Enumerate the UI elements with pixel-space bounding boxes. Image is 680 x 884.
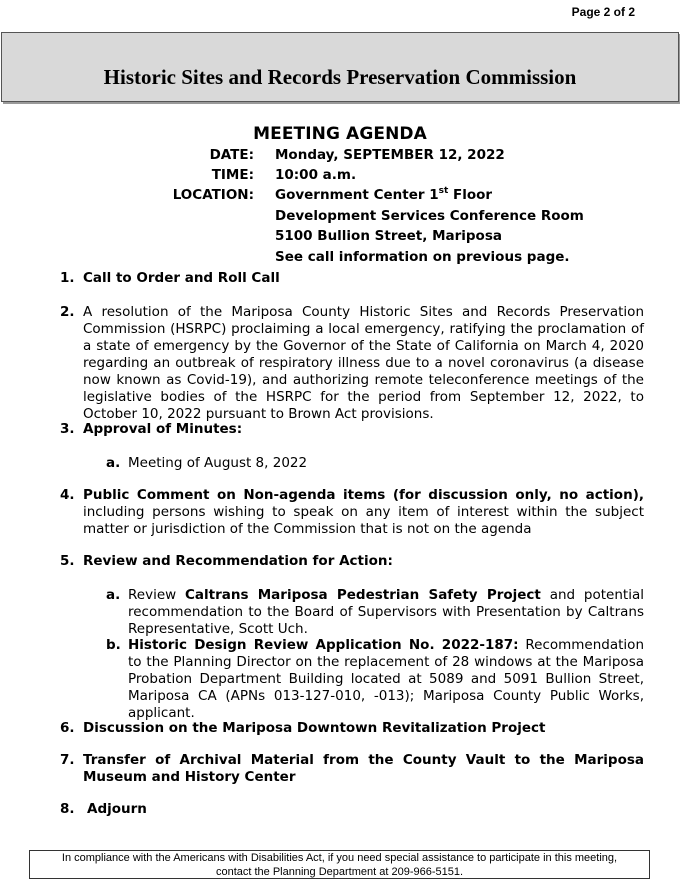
- item-title: Call to Order and Roll Call: [83, 270, 280, 286]
- item-title: Adjourn: [87, 801, 147, 817]
- agenda-item-8: [60, 801, 644, 818]
- time-row: [0, 167, 680, 187]
- agenda-subitem-3a: [106, 455, 644, 472]
- item-number: 8.: [60, 801, 75, 817]
- agenda-item-5: [60, 553, 644, 570]
- project-name: Caltrans Mariposa Pedestrian Safety Project: [185, 587, 541, 603]
- subitem-body: Review Caltrans Mariposa Pedestrian Safety Project and potential recommendation to the Board of Supervisors with Presentation by Caltrans Representative, Scott Uch.: [128, 587, 644, 637]
- time-value: 10:00 a.m.: [275, 167, 357, 183]
- title-banner: [1, 32, 679, 102]
- agenda-heading: MEETING AGENDA: [253, 124, 427, 144]
- subitem-letter: a.: [106, 587, 121, 603]
- page-number: Page 2 of 2: [571, 5, 635, 19]
- item-number: 3.: [60, 421, 75, 437]
- item-title: Transfer of Archival Material from the County Vault to the Mariposa Museum and History Center: [83, 752, 644, 785]
- location-line-2: Development Services Conference Room: [275, 208, 584, 224]
- item-title: Approval of Minutes:: [83, 421, 243, 437]
- page-title: Historic Sites and Records Preservation Commission: [103, 65, 577, 89]
- agenda-item-6: [60, 720, 644, 737]
- item-number: 5.: [60, 553, 75, 569]
- item-body: [83, 487, 644, 538]
- agenda-subitem-5a: [106, 587, 644, 638]
- ada-notice: [29, 850, 650, 879]
- ada-notice-line-2: contact the Planning Department at 209-966-5151.: [215, 865, 464, 878]
- agenda-subitem-5b: [106, 637, 644, 722]
- agenda-item-4: [60, 487, 644, 538]
- item-number: 1.: [60, 270, 75, 286]
- location-row-2: [0, 208, 680, 228]
- location-row-4: [0, 249, 680, 269]
- subitem-letter: b.: [106, 637, 121, 653]
- agenda-item-7: [60, 752, 644, 786]
- date-value: Monday, SEPTEMBER 12, 2022: [275, 147, 505, 163]
- item-number: 4.: [60, 487, 75, 503]
- location-line-3: 5100 Bullion Street, Mariposa: [275, 228, 502, 244]
- location-line-1: Government Center 1st Floor: [275, 185, 493, 203]
- item-number: 2.: [60, 304, 75, 320]
- subitem-letter: a.: [106, 455, 121, 471]
- item-title: Discussion on the Mariposa Downtown Revitalization Project: [83, 720, 546, 736]
- item-text: including persons wishing to speak on any item of interest within the subject matter or jurisdiction of the Commission that is not on the agenda: [83, 504, 644, 537]
- item-title: Review and Recommendation for Action:: [83, 553, 393, 569]
- location-line-4: See call information on previous page.: [275, 249, 570, 265]
- location-row-3: [0, 228, 680, 248]
- location-row: [0, 187, 680, 207]
- subitem-text: Meeting of August 8, 2022: [128, 455, 308, 471]
- location-label: LOCATION:: [172, 187, 254, 203]
- agenda-item-1: [60, 270, 644, 287]
- application-name: Historic Design Review Application No. 2022-187:: [128, 637, 519, 653]
- item-title: Public Comment on Non-agenda items (for discussion only, no action),: [83, 487, 644, 503]
- date-row: [0, 147, 680, 167]
- subitem-body: Historic Design Review Application No. 2022-187: Recommendation to the Planning Director on the replacement of 28 windows at the Mariposa Probation Department Building located at 5089 and 5091 Bullion Street, Mariposa CA (APNs 013-127-010, -013); Mariposa County Public Works, applicant.: [128, 637, 645, 721]
- ada-notice-line-1: In compliance with the Americans with Disabilities Act, if you need special assistance to participate in this meeting,: [61, 852, 618, 864]
- time-label: TIME:: [211, 167, 254, 183]
- item-number: 7.: [60, 752, 75, 768]
- agenda-item-2: [60, 304, 644, 423]
- item-text: A resolution of the Mariposa County Historic Sites and Records Preservation Commission (HSRPC) proclaiming a local emergency, ratifying the proclamation of a state of emergency by the Governor of the State of California on March 4, 2020 regarding an outbreak of respiratory illness due to a novel coronavirus (a disease now known as Covid-19), and authorizing remote teleconference meetings of the legislative bodies of the HSRPC for the period from September 12, 2022, to October 10, 2022 pursuant to Brown Act provisions.: [83, 304, 644, 422]
- item-number: 6.: [60, 720, 75, 736]
- agenda-item-3: [60, 421, 644, 438]
- date-label: DATE:: [209, 147, 254, 163]
